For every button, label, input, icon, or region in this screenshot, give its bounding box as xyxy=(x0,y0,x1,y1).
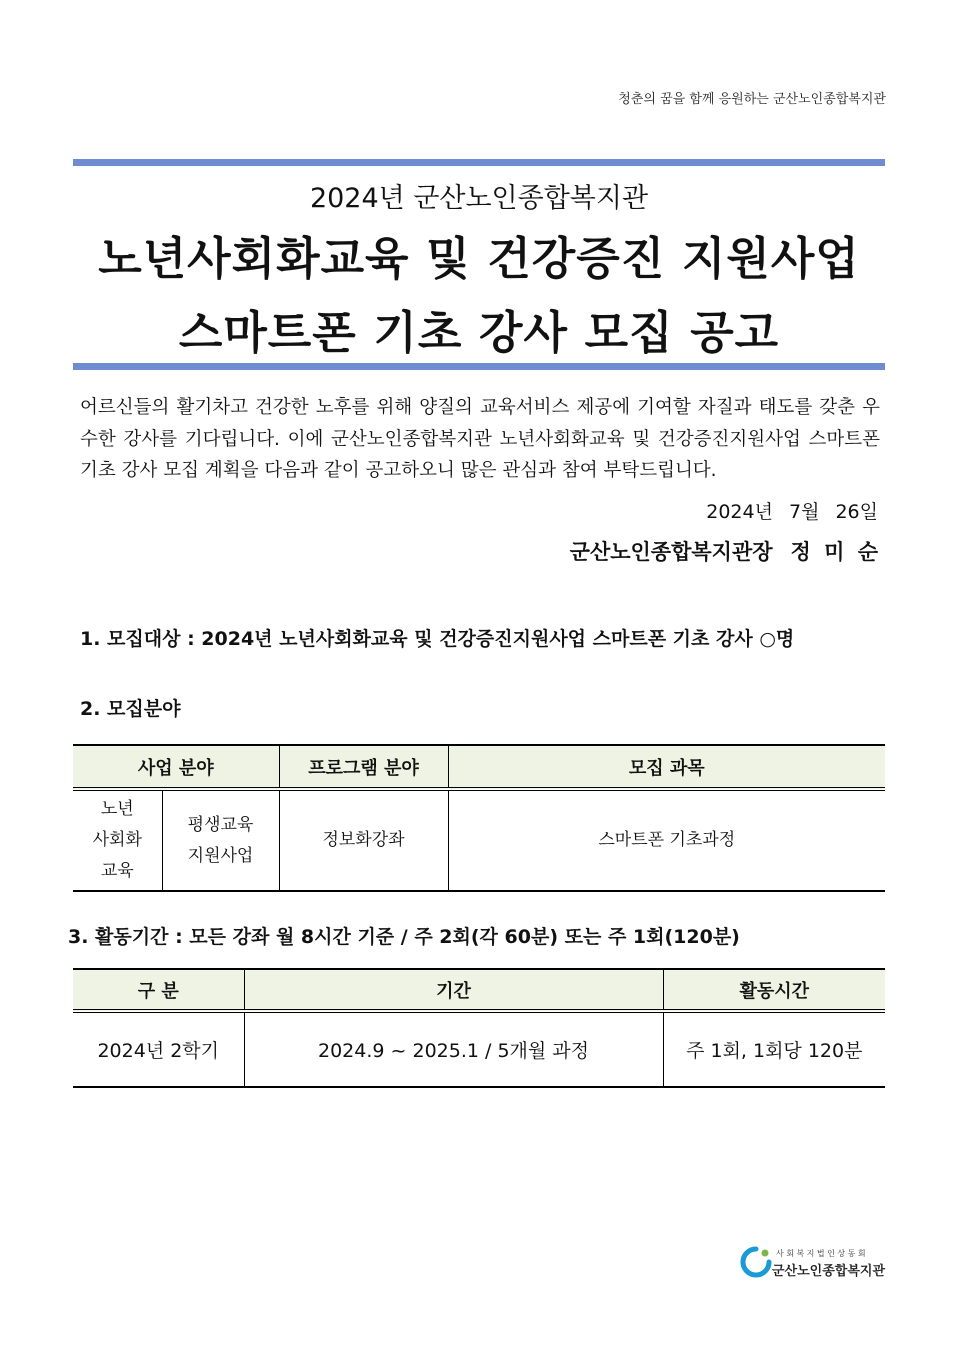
table-header-row xyxy=(73,969,885,1011)
table-row xyxy=(73,1011,885,1087)
header-hours: 활동시간 xyxy=(663,969,885,1011)
section-activity-period: 3. 활동기간 : 모든 강좌 월 8시간 기준 / 주 2회(각 60분) 또는 주 1회(120분) xyxy=(68,926,740,948)
header-period: 기간 xyxy=(244,969,663,1011)
activity-period-table xyxy=(73,968,885,1088)
cell-subcategory-line1: 평생교육 xyxy=(187,814,254,835)
cell-hours: 주 1회, 1회당 120분 xyxy=(663,1011,885,1087)
table-header-row xyxy=(73,745,885,789)
title-year-org: 2024년 군산노인종합복지관 xyxy=(309,183,649,214)
announcement-date: 2024년 7월 26일 xyxy=(706,501,878,523)
intro-text: 어르신들의 활기차고 건강한 노후를 위해 양질의 교육서비스 제공에 기여할 자질과 태도를 갖춘 우수한 강사를 기다립니다. 이에 군산노인종합복지관 노년사회화교육 및 건강증진지원사업 스마트폰 기초 강사 모집 계획을 다음과 같이 공고하오니 많은 관심과 참여 부탁드립니다. xyxy=(80,397,880,481)
cell-subcategory-line2: 지원사업 xyxy=(187,845,254,866)
cell-category-line1: 노년 xyxy=(100,799,134,819)
org-logo-ring-icon xyxy=(740,1246,772,1278)
cell-subcategory xyxy=(162,789,279,891)
section-recruitment-target: 1. 모집대상 : 2024년 노년사회화교육 및 건강증진지원사업 스마트폰 기초 강사 ○명 xyxy=(80,628,795,650)
header-term: 구 분 xyxy=(73,969,244,1011)
title-rule-top xyxy=(73,159,885,166)
header-business-field: 사업 분야 xyxy=(73,745,279,789)
table-row xyxy=(73,789,885,891)
signature-name: 정 미 순 xyxy=(790,540,878,564)
title-program: 노년사회화교육 및 건강증진 지원사업 xyxy=(98,232,860,285)
cell-category xyxy=(73,789,162,891)
header-tagline: 청춘의 꿈을 함께 응원하는 군산노인종합복지관 xyxy=(618,92,886,107)
org-logo-subtitle: 사회복지법인상동회 xyxy=(776,1249,869,1258)
org-logo-name: 군산노인종합복지관 xyxy=(772,1264,886,1279)
intro-paragraph xyxy=(80,392,880,487)
cell-category-line3: 교육 xyxy=(100,861,134,881)
header-subject: 모집 과목 xyxy=(448,745,885,789)
title-rule-bottom xyxy=(73,363,885,370)
cell-program: 정보화강좌 xyxy=(279,789,448,891)
cell-category-line2: 사회화 xyxy=(92,830,142,850)
signature xyxy=(570,536,878,566)
cell-subject: 스마트폰 기초과정 xyxy=(448,789,885,891)
org-logo xyxy=(740,1244,890,1284)
title-recruitment: 스마트폰 기초 강사 모집 공고 xyxy=(178,306,780,359)
recruitment-field-table xyxy=(73,744,885,892)
cell-period: 2024.9 ~ 2025.1 / 5개월 과정 xyxy=(244,1011,663,1087)
section-recruitment-field: 2. 모집분야 xyxy=(80,698,181,720)
cell-term: 2024년 2학기 xyxy=(97,1040,220,1062)
header-program-field: 프로그램 분야 xyxy=(279,745,448,789)
signature-org: 군산노인종합복지관장 xyxy=(569,540,773,564)
